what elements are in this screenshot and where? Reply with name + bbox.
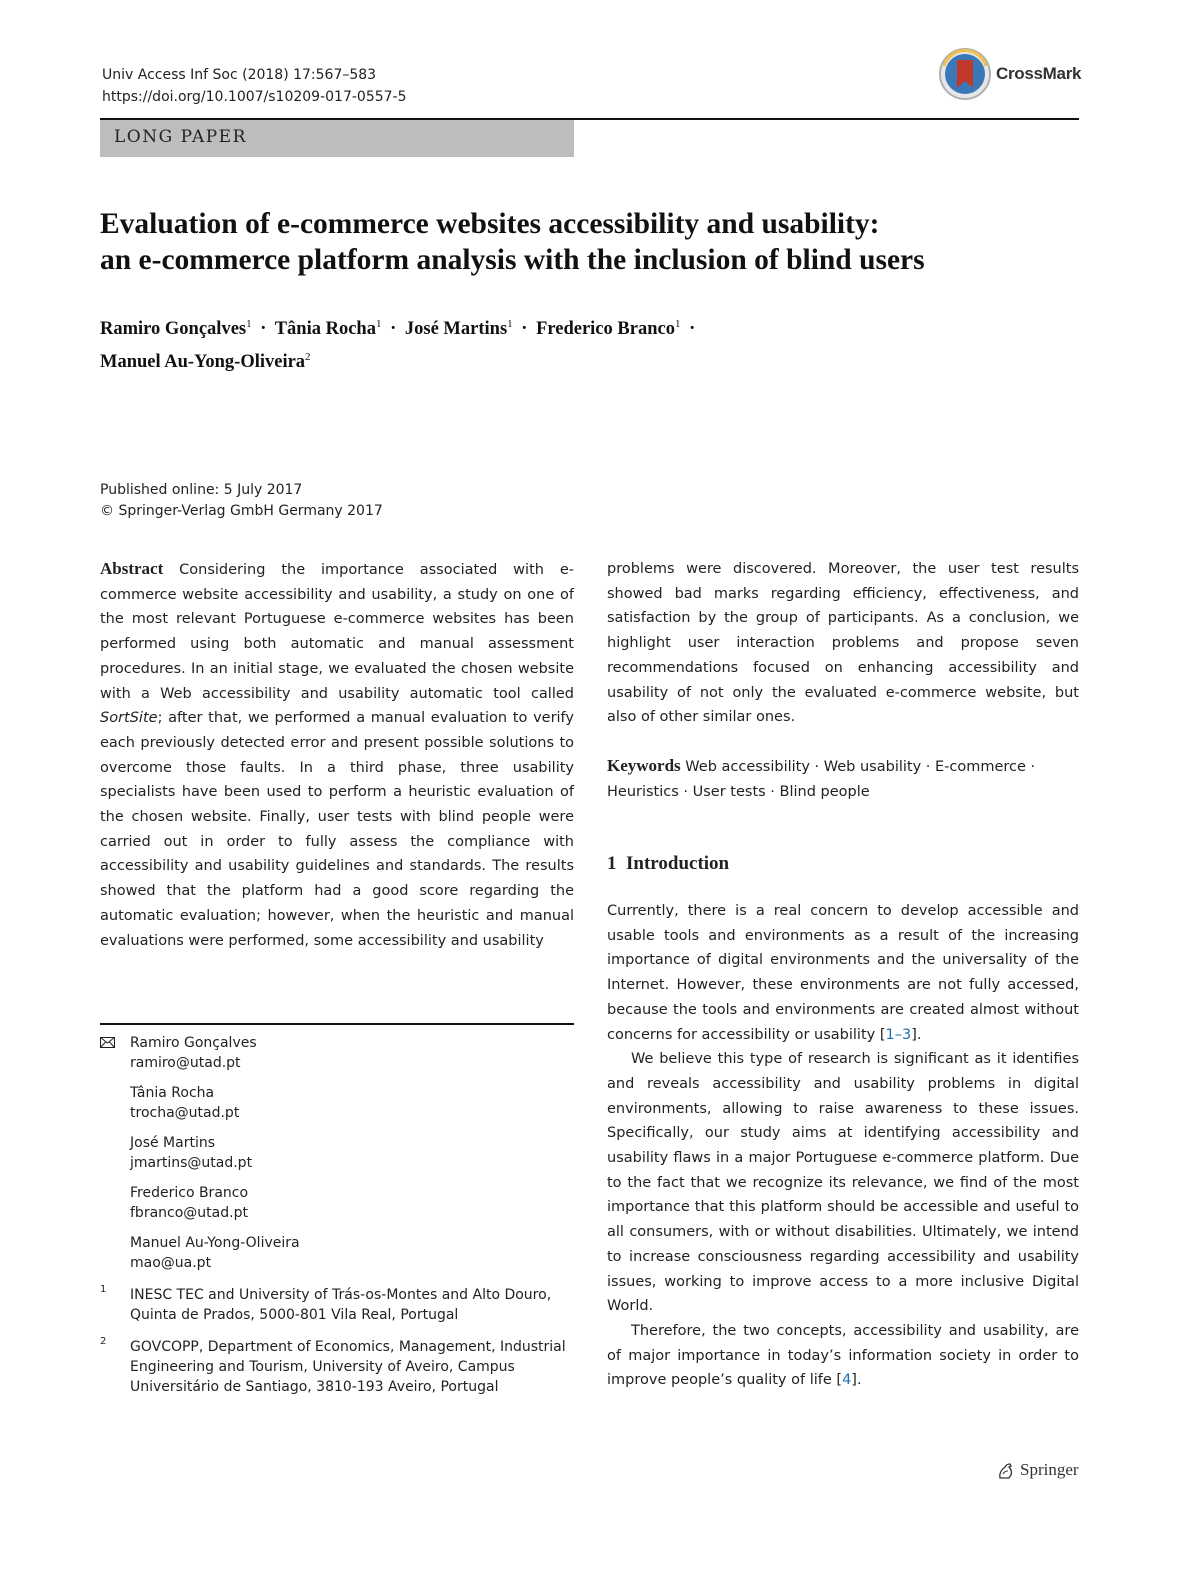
contact-name: Tânia Rocha <box>130 1085 215 1101</box>
affiliation-number: 1 <box>100 1284 107 1295</box>
author[interactable]: Ramiro Gonçalves$^1$ <box>100 318 252 340</box>
title-line-2: an e-commerce platform analysis with the inclusion of blind users <box>100 244 925 276</box>
abstract-paragraph: Abstract Considering the importance associated with e-commerce website accessibility and usability, a study on one of the most relevant Portuguese e-commerce websites has been performed using both automatic and manual assessment procedures. In an initial stage, we evaluated the chosen website with a Web accessibility and usability automatic tool called SortSite; after that, we performed a manual evaluation to verify each previously detected error and present possible solutions to overcome those faults. In a third phase, three usability specialists have been used to perform a heuristic evaluation of the chosen website. Finally, user tests with blind people were carried out in order to fully assess the compliance with accessibility and usability guidelines and standards. The results showed that the platform had a good score regarding the automatic evaluation; however, when the heuristic and manual evaluations were performed, some accessibility and usability <box>100 559 574 949</box>
affiliation-text: INESC TEC and University of Trás-os-Montes and Alto Douro, Quinta de Prados, 5000-801 Vila Real, Portugal <box>130 1287 552 1323</box>
affiliation <box>100 1285 574 1325</box>
section-bar <box>100 120 574 157</box>
section-title: Introduction <box>626 853 730 875</box>
crossmark-label: CrossMark <box>996 64 1082 83</box>
intro-paragraph-1: Currently, there is a real concern to develop accessible and usable tools and environments as a result of the increasing importance of digital environments and the universality of the Internet. However, these environments are not fully accessed, because the tools and environments are created almost without concerns for accessibility or usability [1–3]. <box>607 903 1079 1043</box>
journal-info <box>102 64 407 108</box>
contact-entry <box>100 1033 574 1073</box>
journal-citation: Univ Access Inf Soc (2018) 17:567–583 <box>102 67 377 83</box>
section-number: 1 <box>607 853 617 875</box>
contact-email[interactable]: fbranco@utad.pt <box>130 1205 248 1221</box>
contact-entry <box>100 1083 574 1123</box>
contact-entry <box>100 1133 574 1173</box>
author[interactable]: Frederico Branco$^1$ <box>536 318 681 340</box>
section-heading <box>607 852 1079 877</box>
doi-link[interactable]: https://doi.org/10.1007/s10209-017-0557-5 <box>102 89 407 105</box>
paper-title <box>100 206 1090 278</box>
contact-email[interactable]: trocha@utad.pt <box>130 1105 240 1121</box>
keywords-label: Keywords <box>607 755 681 775</box>
contact-name: Frederico Branco <box>130 1185 249 1201</box>
author[interactable]: José Martins$^1$ <box>404 318 513 340</box>
footnote-rule <box>100 1023 574 1025</box>
intro-paragraph-3: Therefore, the two concepts, accessibility and usability, are of major importance in today’s information society in order to improve people’s quality of life [4]. <box>607 1322 1079 1389</box>
publisher-logo <box>996 1460 1079 1481</box>
publisher-name: Springer <box>1020 1460 1079 1479</box>
affiliation-number: 2 <box>100 1336 107 1347</box>
crossmark-icon <box>938 46 992 102</box>
contacts <box>100 1033 574 1397</box>
author-separator: · <box>390 319 397 340</box>
publication-info <box>100 480 383 522</box>
keywords <box>607 754 1079 804</box>
author[interactable]: Tânia Rocha$^1$ <box>274 318 382 340</box>
springer-horse-icon <box>996 1461 1016 1481</box>
contact-email[interactable]: ramiro@utad.pt <box>130 1055 241 1071</box>
contact-name: Manuel Au-Yong-Oliveira <box>130 1235 300 1251</box>
abstract-left-column <box>100 557 574 953</box>
copyright: © Springer-Verlag GmbH Germany 2017 <box>100 503 383 519</box>
author-separator: · <box>260 319 267 340</box>
contact-name: José Martins <box>130 1135 216 1151</box>
author-list <box>100 310 1080 376</box>
right-column <box>607 557 1079 1393</box>
contact-entry <box>100 1233 574 1273</box>
contact-email[interactable]: mao@ua.pt <box>130 1255 212 1271</box>
affiliation-text: GOVCOPP, Department of Economics, Management, Industrial Engineering and Tourism, University of Aveiro, Campus Universitário de Santiago, 3810-193 Aveiro, Portugal <box>130 1339 566 1395</box>
abstract-label: Abstract <box>100 559 164 578</box>
affiliation <box>100 1337 574 1397</box>
author-separator: · <box>689 319 696 340</box>
contact-email[interactable]: jmartins@utad.pt <box>130 1155 253 1171</box>
abstract-continuation: problems were discovered. Moreover, the user test results showed bad marks regarding efficiency, effectiveness, and satisfaction by the group of participants. As a conclusion, we highlight user interaction problems and propose seven recommendations focused on enhancing accessibility and usability of not only the evaluated e-commerce website, but also of other similar ones. <box>607 561 1079 726</box>
envelope-icon <box>100 1037 115 1048</box>
contact-entry <box>100 1183 574 1223</box>
published-date: Published online: 5 July 2017 <box>100 482 303 498</box>
keywords-text: Web accessibility · Web usability · E-commerce · Heuristics · User tests · Blind people <box>607 758 1036 800</box>
section-label: LONG PAPER <box>114 127 247 147</box>
citation-link[interactable]: 4 <box>842 1372 852 1389</box>
author-separator: · <box>521 319 528 340</box>
title-line-1: Evaluation of e-commerce websites accessibility and usability: <box>100 208 880 240</box>
tool-name: SortSite <box>100 710 158 727</box>
contact-name: Ramiro Gonçalves <box>130 1035 257 1051</box>
citation-link[interactable]: 1–3 <box>885 1026 912 1043</box>
crossmark-badge[interactable] <box>938 46 1083 104</box>
author[interactable]: Manuel Au-Yong-Oliveira$^2$ <box>100 351 311 373</box>
intro-paragraph-2: We believe this type of research is significant as it identifies and reveals accessibility and usability problems in digital environments, allowing to raise awareness to these issues. Specifically, our study aims at identifying accessibility and usability flaws in a major Portuguese e-commerce platform. Due to the fact that we recognize its relevance, we find of the most importance that this platform should be accessible and useful to all consumers, with or without disabilities. Ultimately, we intend to increase consciousness regarding accessibility and usability issues, working to improve access to a more inclusive Digital World. <box>607 1051 1079 1315</box>
